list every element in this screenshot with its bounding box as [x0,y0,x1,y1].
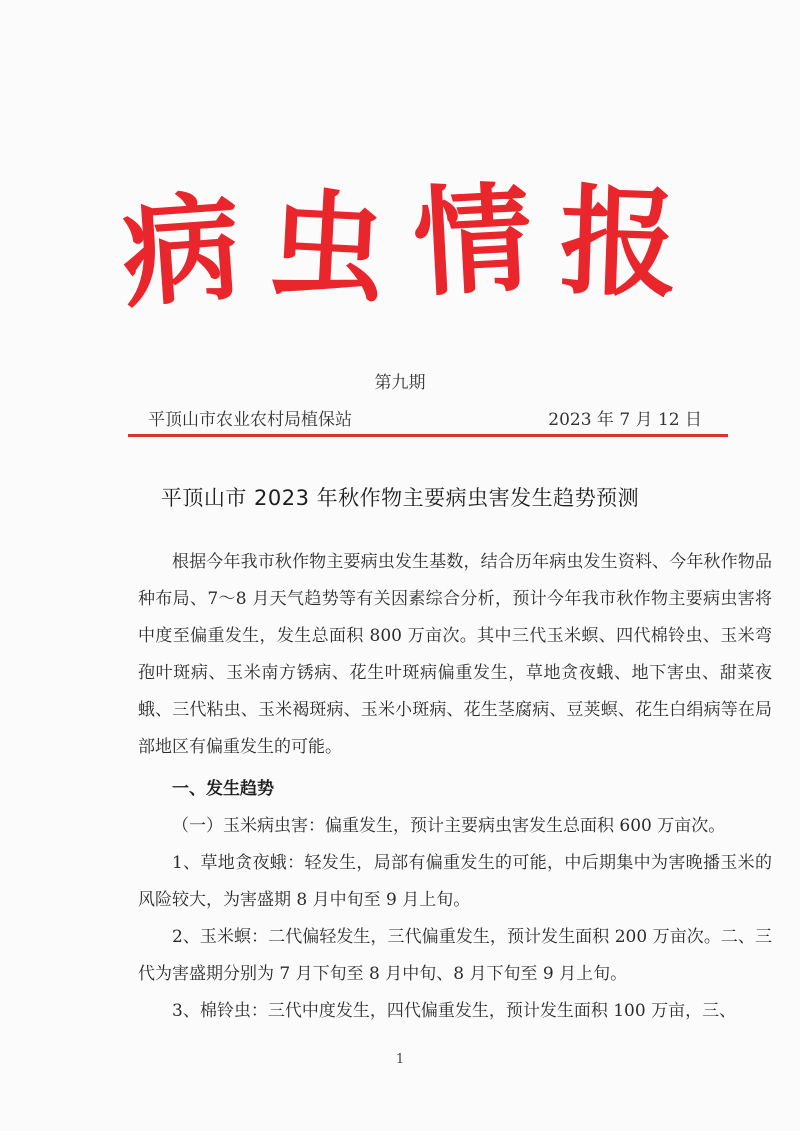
item-paragraph: 2、玉米螟：二代偏轻发生，三代偏重发生，预计发生面积 200 万亩次。二、三代为害盛期分别为 7 月下旬至 8 月中旬、8 月下旬至 9 月上旬。 [138,927,772,984]
issue-date: 2023 年 7 月 12 日 [548,410,702,430]
item-paragraph: 1、草地贪夜蛾：轻发生，局部有偏重发生的可能，中后期集中为害晚播玉米的风险较大，为害盛期 8 月中旬至 9 月上旬。 [138,853,772,910]
page-number: 1 [395,1052,405,1067]
issue-number: 第九期 [374,373,426,393]
item-paragraph: 3、棉铃虫：三代中度发生，四代偏重发生，预计发生面积 100 万亩，三、 [172,1001,737,1021]
intro-paragraph: 根据今年我市秋作物主要病虫发生基数，结合历年病虫发生资料、今年秋作物品种布局、7～8 月天气趋势等有关因素综合分析，预计今年我市秋作物主要病虫害将中度至偏重发生，发生总面积 800 万亩次。其中三代玉米螟、四代棉铃虫、玉米弯孢叶斑病、玉米南方锈病、花生叶斑病偏重发生，草地贪夜蛾、地下害虫、甜菜夜蛾、三代粘虫、玉米褐斑病、玉米小斑病、花生茎腐病、豆荚螟、花生白绢病等在局部地区有偏重发生的可能。 [138,552,772,757]
issuing-organization: 平顶山市农业农村局植保站 [148,410,352,430]
header-divider [128,434,728,437]
masthead-char: 报 [557,170,681,315]
masthead-title [0,168,800,324]
document-body [138,544,772,1030]
section-heading: 一、发生趋势 [172,779,274,799]
masthead-char: 病 [117,177,246,324]
masthead-char: 虫 [264,174,390,319]
subsection-paragraph: （一）玉米病虫害：偏重发生，预计主要病虫害发生总面积 600 万亩次。 [172,816,726,836]
masthead-char: 情 [410,168,536,313]
document-title: 平顶山市 2023 年秋作物主要病虫害发生趋势预测 [160,486,640,510]
